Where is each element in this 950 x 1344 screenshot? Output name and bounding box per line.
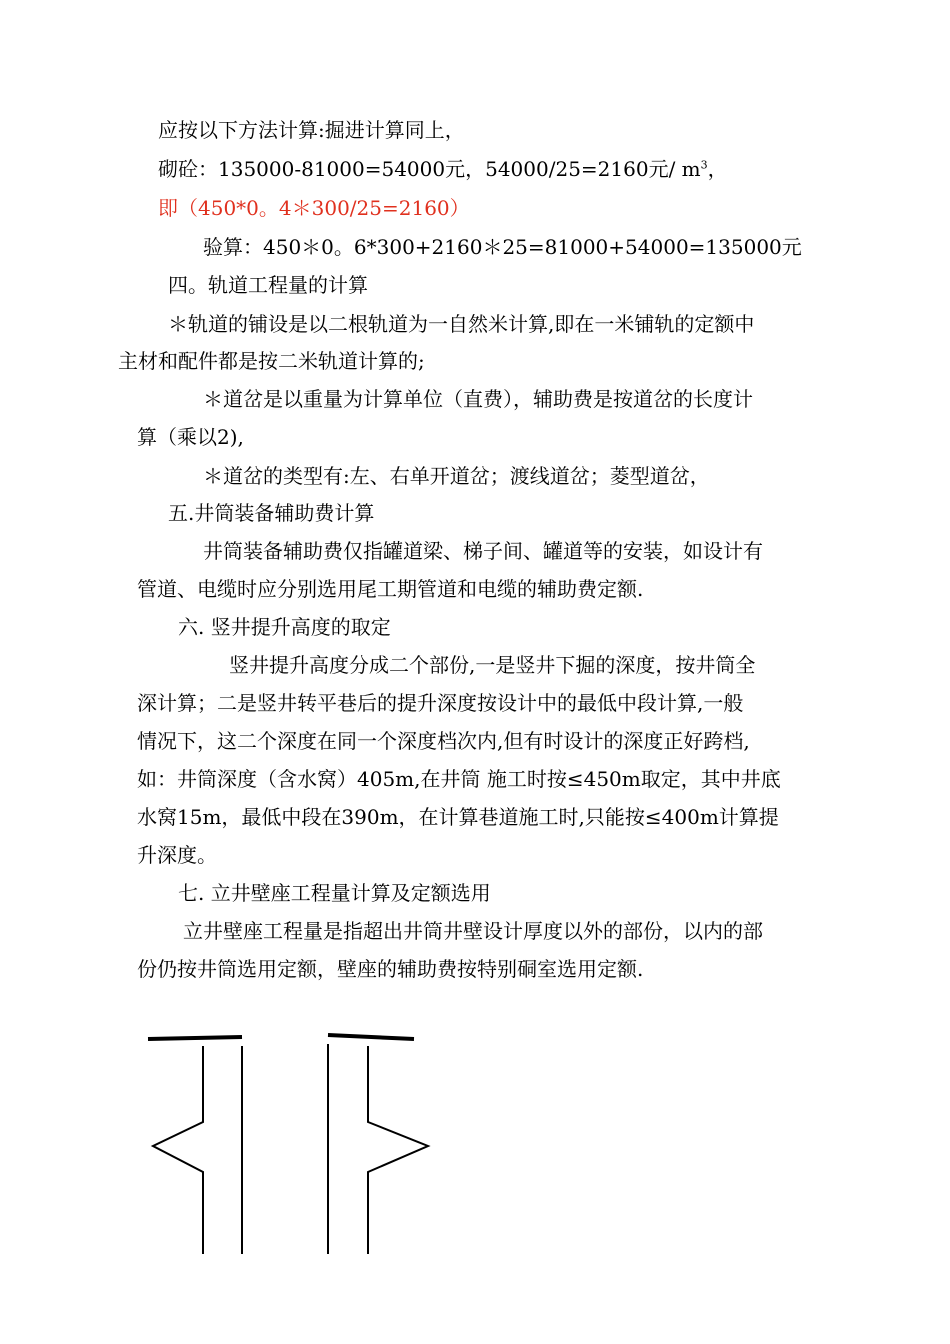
- text-line-17: 情况下，这二个深度在同一个深度档次内,但有时设计的深度正好跨档,: [137, 729, 750, 753]
- superscript-cubic: 3: [700, 158, 708, 172]
- text-line-4: 验算：450＊0。6*300+2160＊25=81000+54000=135000元: [203, 235, 802, 259]
- text-line-19: 水窝15m，最低中段在390m，在计算巷道施工时,只能按≤400m计算提: [137, 805, 779, 829]
- text-line-15: 竖井提升高度分成二个部份,一是竖井下掘的深度，按井筒全: [229, 653, 756, 677]
- shaft-wall-seat-diagram: [0, 1010, 950, 1344]
- section-heading-4: 四。轨道工程量的计算: [168, 273, 368, 297]
- text-line-13: 管道、电缆时应分别选用尾工期管道和电缆的辅助费定额.: [137, 577, 644, 601]
- text-line-1: 应按以下方法计算:掘进计算同上，: [158, 118, 465, 142]
- right-wall-seat-outline: [368, 1046, 428, 1254]
- text-line-12: 井筒装备辅助费仅指罐道梁、梯子间、罐道等的安装，如设计有: [203, 539, 763, 563]
- text-line-2-main: 砌砼：135000-81000=54000元，54000/25=2160元/ m: [158, 157, 701, 181]
- text-line-2: [158, 156, 728, 182]
- text-line-18: 如：井筒深度（含水窝）405m,在井筒 施工时按≤450m取定，其中井底: [137, 767, 781, 791]
- text-line-16: 深计算；二是竖井转平巷后的提升深度按设计中的最低中段计算,一般: [137, 691, 744, 715]
- left-top-bar: [148, 1037, 242, 1039]
- text-line-9: 算（乘以2),: [137, 425, 244, 449]
- section-heading-6: 六. 竖井提升高度的取定: [178, 615, 391, 639]
- text-line-10: ＊道岔的类型有:左、右单开道岔；渡线道岔；菱型道岔，: [203, 464, 710, 488]
- text-line-3-highlight: 即（450*0。4＊300/25=2160）: [158, 196, 470, 220]
- text-line-20: 升深度。: [137, 843, 217, 867]
- text-line-22: 立井壁座工程量是指超出井筒井壁设计厚度以外的部份，以内的部: [183, 919, 763, 943]
- text-line-7: 主材和配件都是按二米轨道计算的;: [118, 349, 425, 373]
- section-heading-5: 五.井筒装备辅助费计算: [168, 501, 375, 525]
- left-wall-seat-outline: [153, 1046, 203, 1254]
- text-line-6: ＊轨道的铺设是以二根轨道为一自然米计算,即在一米铺轨的定额中: [168, 312, 755, 336]
- section-heading-7: 七. 立井壁座工程量计算及定额选用: [178, 881, 491, 905]
- text-line-2-end: ，: [707, 157, 728, 181]
- right-top-bar: [328, 1035, 414, 1039]
- text-line-23: 份仍按井筒选用定额，壁座的辅助费按特别硐室选用定额.: [137, 957, 644, 981]
- text-line-8: ＊道岔是以重量为计算单位（直费），辅助费是按道岔的长度计: [203, 387, 753, 411]
